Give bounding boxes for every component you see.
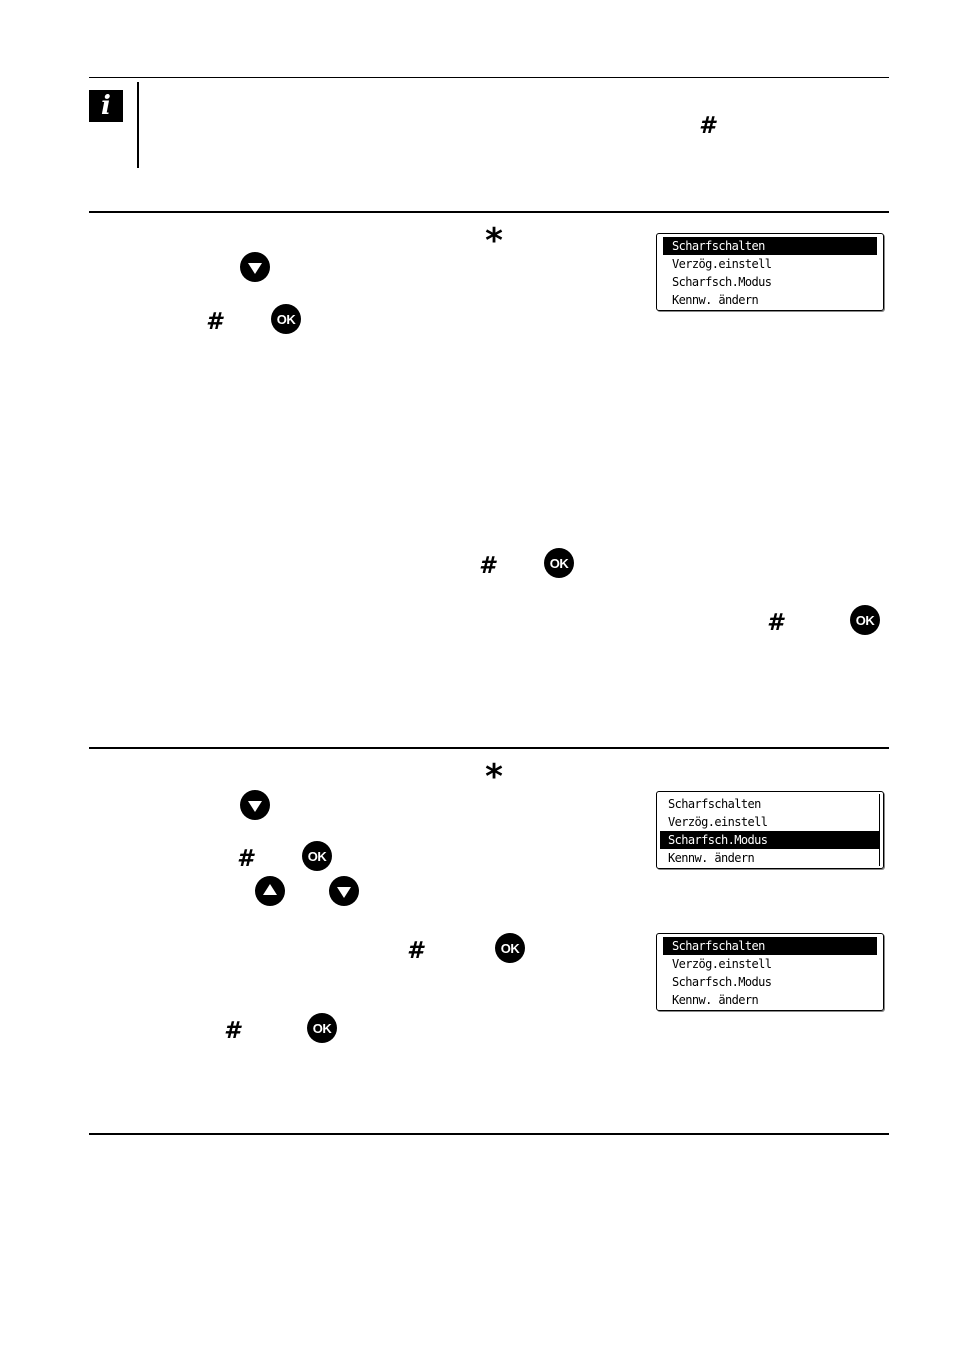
- ok-button-icon: OK: [544, 548, 574, 578]
- info-icon: i: [89, 90, 123, 122]
- menu-item-verzoegerung: Verzög.einstell: [672, 957, 772, 971]
- menu-item-scharfschalten: Scharfschalten: [663, 237, 877, 255]
- display-screen-3: [656, 933, 884, 1011]
- info-note-bar: [137, 82, 139, 168]
- display-screen-2: [656, 791, 884, 869]
- arrow-down-button-icon: [240, 790, 270, 820]
- top-rule: [89, 77, 889, 78]
- menu-item-scharfsch-modus: Scharfsch.Modus: [672, 975, 772, 989]
- menu-item-kennwort: Kennw. ändern: [668, 851, 755, 865]
- ok-button-icon: OK: [495, 933, 525, 963]
- hash-key-icon: #: [223, 1018, 240, 1044]
- menu-item-scharfsch-modus: Scharfsch.Modus: [672, 275, 772, 289]
- hash-key-icon: #: [698, 113, 715, 139]
- menu-item-verzoegerung: Verzög.einstell: [672, 257, 772, 271]
- arrow-down-button-icon: [240, 252, 270, 282]
- menu-item-verzoegerung: Verzög.einstell: [668, 815, 768, 829]
- hash-key-icon: #: [766, 610, 783, 636]
- ok-button-icon: OK: [307, 1013, 337, 1043]
- hash-key-icon: #: [236, 846, 253, 872]
- menu-item-kennwort: Kennw. ändern: [672, 993, 759, 1007]
- ok-button-icon: OK: [271, 304, 301, 334]
- star-key-icon: *: [485, 221, 503, 261]
- screen-scroll-line: [879, 794, 880, 866]
- ok-button-icon: OK: [850, 605, 880, 635]
- menu-item-scharfschalten: Scharfschalten: [668, 797, 761, 811]
- hash-key-icon: #: [406, 938, 423, 964]
- arrow-up-button-icon: [255, 876, 285, 906]
- menu-item-scharfsch-modus: Scharfsch.Modus: [660, 831, 880, 849]
- section-rule-2: [89, 747, 889, 749]
- menu-item-scharfschalten: Scharfschalten: [663, 937, 877, 955]
- display-screen-1: [656, 233, 884, 311]
- star-key-icon: *: [485, 757, 503, 797]
- hash-key-icon: #: [205, 309, 222, 335]
- ok-button-icon: OK: [302, 841, 332, 871]
- section-rule-3: [89, 1133, 889, 1135]
- menu-item-kennwort: Kennw. ändern: [672, 293, 759, 307]
- section-rule-1: [89, 211, 889, 213]
- arrow-down-button-icon: [329, 876, 359, 906]
- hash-key-icon: #: [478, 553, 495, 579]
